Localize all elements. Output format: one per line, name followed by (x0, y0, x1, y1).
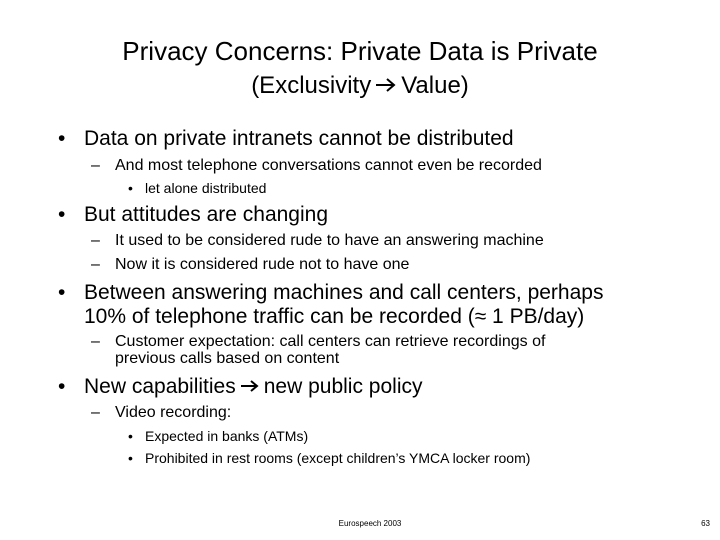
bullet-text (84, 375, 423, 399)
sub-bullet-text: Now it is considered rude not to have one (115, 256, 410, 273)
subtitle-left: (Exclusivity (251, 72, 372, 99)
sub-sub-bullet-text: Expected in banks (ATMs) (145, 428, 309, 444)
footer-page-number: 63 (701, 519, 710, 528)
sub-bullet-text-line2: previous calls based on content (115, 350, 340, 367)
right-arrow-icon (375, 72, 397, 100)
dash-marker: – (91, 232, 100, 249)
bullet-text: But attitudes are changing (84, 203, 329, 226)
right-arrow-icon (240, 375, 260, 399)
sub-bullet-text: It used to be considered rude to have an answering machine (115, 232, 544, 249)
bullet-marker: • (128, 450, 133, 466)
dash-marker: – (91, 256, 100, 273)
bullet-marker: • (58, 127, 66, 150)
bullet-text: Data on private intranets cannot be distributed (84, 127, 514, 150)
bullet-text-line2: 10% of telephone traffic can be recorded (≈ 1 PB/day) (84, 305, 585, 328)
bullet-marker: • (128, 428, 133, 444)
sub-bullet-text-line1: Customer expectation: call centers can retrieve recordings of (115, 333, 546, 350)
sub-sub-bullet-text: Prohibited in rest rooms (except children’s YMCA locker room) (145, 450, 531, 466)
slide-title: Privacy Concerns: Private Data is Private (122, 36, 598, 66)
sub-bullet-text: And most telephone conversations cannot even be recorded (115, 157, 542, 174)
sub-bullet-text: Video recording: (115, 404, 232, 421)
dash-marker: – (91, 157, 100, 174)
bullet-text-left: New capabilities (84, 375, 236, 398)
slide-subtitle (0, 72, 720, 100)
bullet-text-line1: Between answering machines and call centers, perhaps (84, 281, 604, 304)
subtitle-right: Value) (401, 72, 469, 99)
bullet-text-right: new public policy (263, 375, 423, 398)
dash-marker: – (91, 333, 100, 350)
bullet-marker: • (58, 375, 66, 398)
bullet-marker: • (128, 180, 133, 196)
footer-conference: Eurospeech 2003 (338, 519, 402, 528)
sub-sub-bullet-text: let alone distributed (145, 180, 267, 196)
bullet-marker: • (58, 281, 66, 304)
bullet-marker: • (58, 203, 66, 226)
dash-marker: – (91, 404, 100, 421)
